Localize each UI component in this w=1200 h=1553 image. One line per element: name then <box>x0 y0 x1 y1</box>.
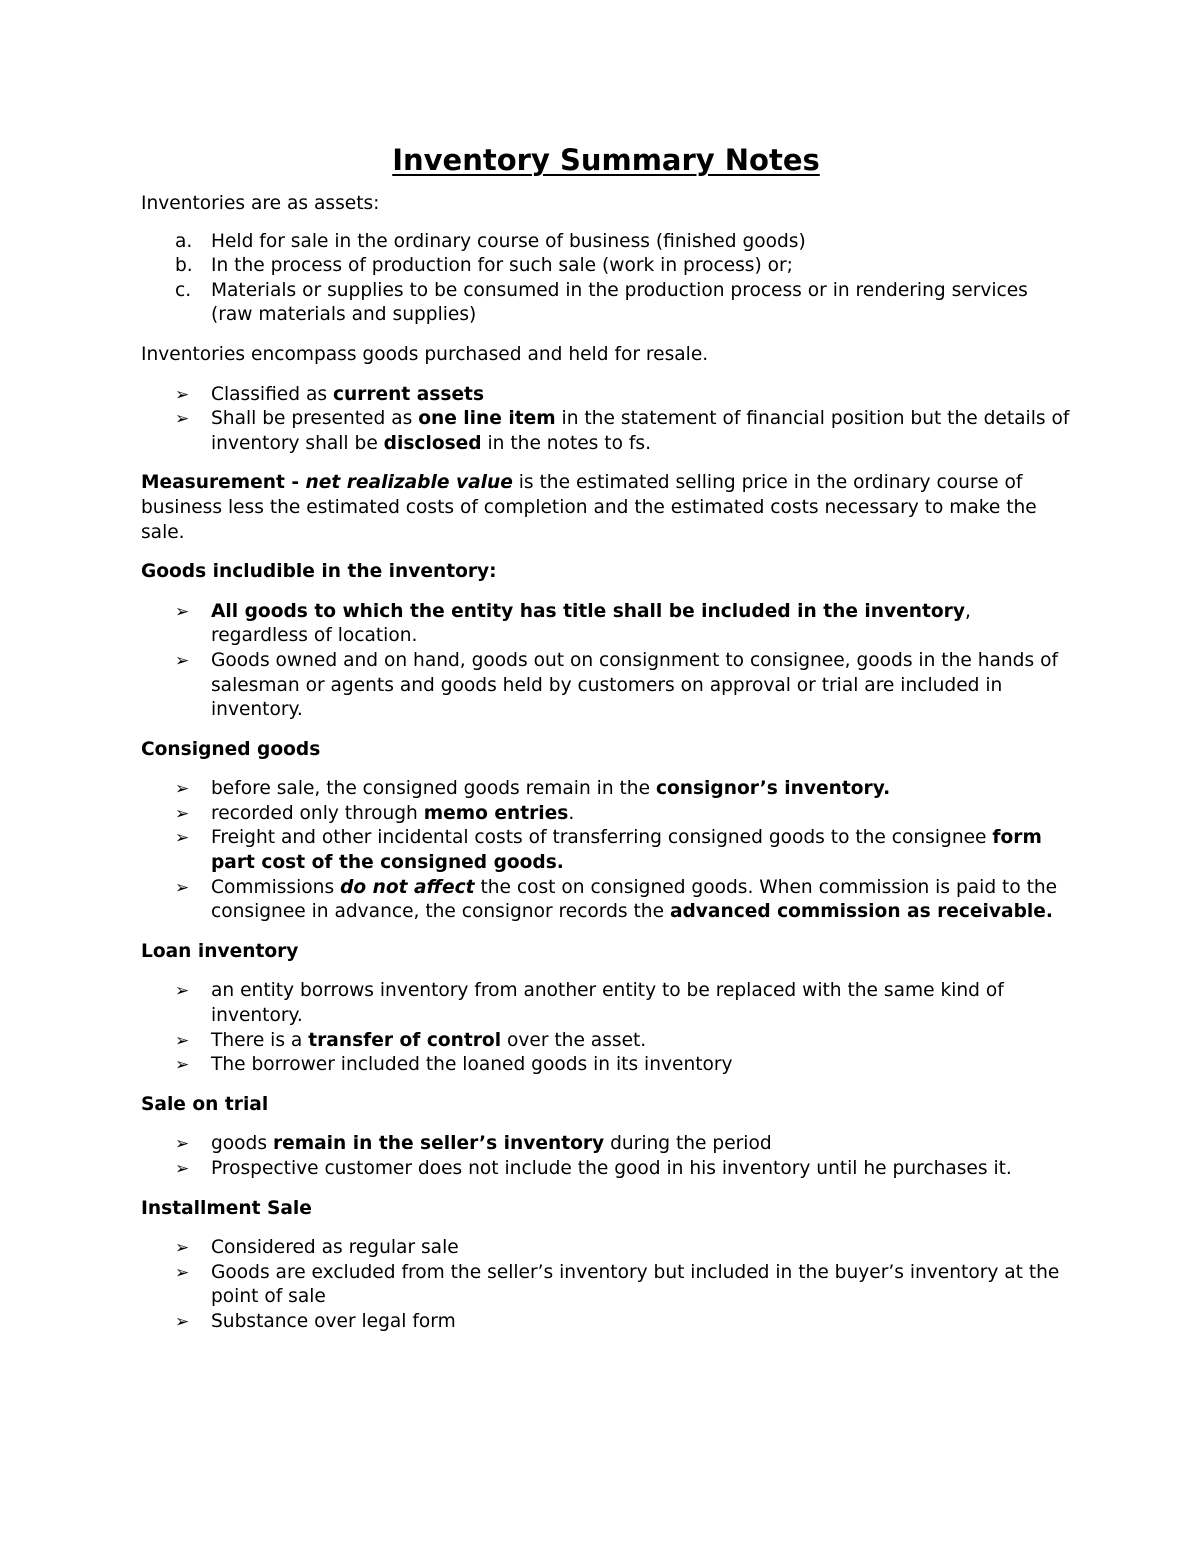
encompass-text: Inventories encompass goods purchased and held for resale. <box>141 343 709 365</box>
list-item-text: In the process of production for such sale (work in process) or; <box>211 255 793 277</box>
list-item-text: Materials or supplies to be consumed in the production process or in rendering services (raw materials and supplies) <box>211 279 1028 326</box>
consigned-list <box>141 777 1071 925</box>
list-item: ➢ before sale, the consigned goods remain in the consignor’s inventory. <box>141 777 1071 802</box>
list-item: ➢ goods remain in the seller’s inventory during the period <box>141 1132 1071 1157</box>
intro-text: Inventories are as assets: <box>141 193 380 214</box>
list-item <box>141 254 1071 279</box>
arrow-bullet-icon: ➢ <box>175 409 190 430</box>
list-item: ➢ Shall be presented as one line item in the statement of financial position but the details of inventory shall be disclosed in the notes to fs. <box>175 408 1070 454</box>
list-item: ➢ All goods to which the entity has title shall be included in the inventory, regardless of location. <box>175 600 971 647</box>
arrow-bullet-icon: ➢ <box>175 828 190 849</box>
list-marker: b. <box>175 255 193 277</box>
section-heading: Sale on trial <box>141 1093 269 1115</box>
measurement-paragraph: Measurement - net realizable value is the estimated selling price in the ordinary course of business less the estimated costs of completion and the estimated costs necessary to make the sale. <box>141 472 1037 543</box>
list-item: ➢ an entity borrows inventory from another entity to be replaced with the same kind of inventory. <box>175 980 1004 1027</box>
section-heading: Consigned goods <box>141 738 321 760</box>
arrow-bullet-icon: ➢ <box>175 779 190 800</box>
includible-list <box>141 600 1071 723</box>
arrow-bullet-icon: ➢ <box>175 981 190 1002</box>
arrow-bullet-icon: ➢ <box>175 1055 190 1076</box>
list-item: ➢ The borrower included the loaned goods in its inventory <box>141 1053 1071 1078</box>
arrow-bullet-icon: ➢ <box>175 803 190 824</box>
list-item: ➢ Prospective customer does not include the good in his inventory until he purchases it. <box>141 1157 1071 1182</box>
list-item: ➢ Goods owned and on hand, goods out on consignment to consignee, goods in the hands of salesman or agents and goods held by customers on approval or trial are included in inventory. <box>175 649 1059 721</box>
document-body <box>141 140 1071 1350</box>
arrow-bullet-icon: ➢ <box>175 1311 190 1332</box>
section-heading: Goods includible in the inventory: <box>141 561 497 583</box>
arrow-bullet-icon: ➢ <box>175 1030 190 1051</box>
list-marker: a. <box>175 230 193 252</box>
classification-list <box>141 383 1071 457</box>
list-item <box>141 279 1071 328</box>
arrow-bullet-icon: ➢ <box>175 1134 190 1155</box>
measurement-label: Measurement - <box>141 472 306 494</box>
list-item: ➢ Freight and other incidental costs of transferring consigned goods to the consignee form part cost of the consigned goods. <box>175 827 1042 874</box>
measurement-term: net realizable value <box>305 472 513 494</box>
list-item <box>141 230 1071 255</box>
arrow-bullet-icon: ➢ <box>175 1159 190 1179</box>
arrow-bullet-icon: ➢ <box>175 650 190 671</box>
arrow-bullet-icon: ➢ <box>175 1262 190 1283</box>
section-heading: Installment Sale <box>141 1197 312 1219</box>
arrow-bullet-icon: ➢ <box>175 384 190 405</box>
list-marker: c. <box>175 279 192 301</box>
installment-list <box>141 1236 1071 1334</box>
list-item: ➢ Commissions do not affect the cost on consigned goods. When commission is paid to the consignee in advance, the consignor records the advanced commission as receivable. <box>175 876 1058 923</box>
arrow-bullet-icon: ➢ <box>175 877 190 898</box>
arrow-bullet-icon: ➢ <box>175 1238 190 1259</box>
list-item-text: Held for sale in the ordinary course of business (finished goods) <box>211 230 806 252</box>
list-item: ➢ Classified as current assets <box>141 383 1071 408</box>
list-item: ➢ There is a transfer of control over the asset. <box>141 1029 1071 1054</box>
loan-list <box>141 979 1071 1077</box>
document-title: Inventory Summary Notes <box>392 143 820 177</box>
trial-list <box>141 1132 1071 1181</box>
list-item: ➢ recorded only through memo entries. <box>141 802 1071 827</box>
asset-list <box>141 230 1071 328</box>
list-item: ➢ Considered as regular sale <box>141 1236 1071 1261</box>
list-item: ➢ Goods are excluded from the seller’s inventory but included in the buyer’s inventory at the point of sale <box>175 1261 1060 1308</box>
section-heading: Loan inventory <box>141 940 299 962</box>
list-item: ➢ Substance over legal form <box>141 1310 1071 1335</box>
arrow-bullet-icon: ➢ <box>175 601 190 622</box>
